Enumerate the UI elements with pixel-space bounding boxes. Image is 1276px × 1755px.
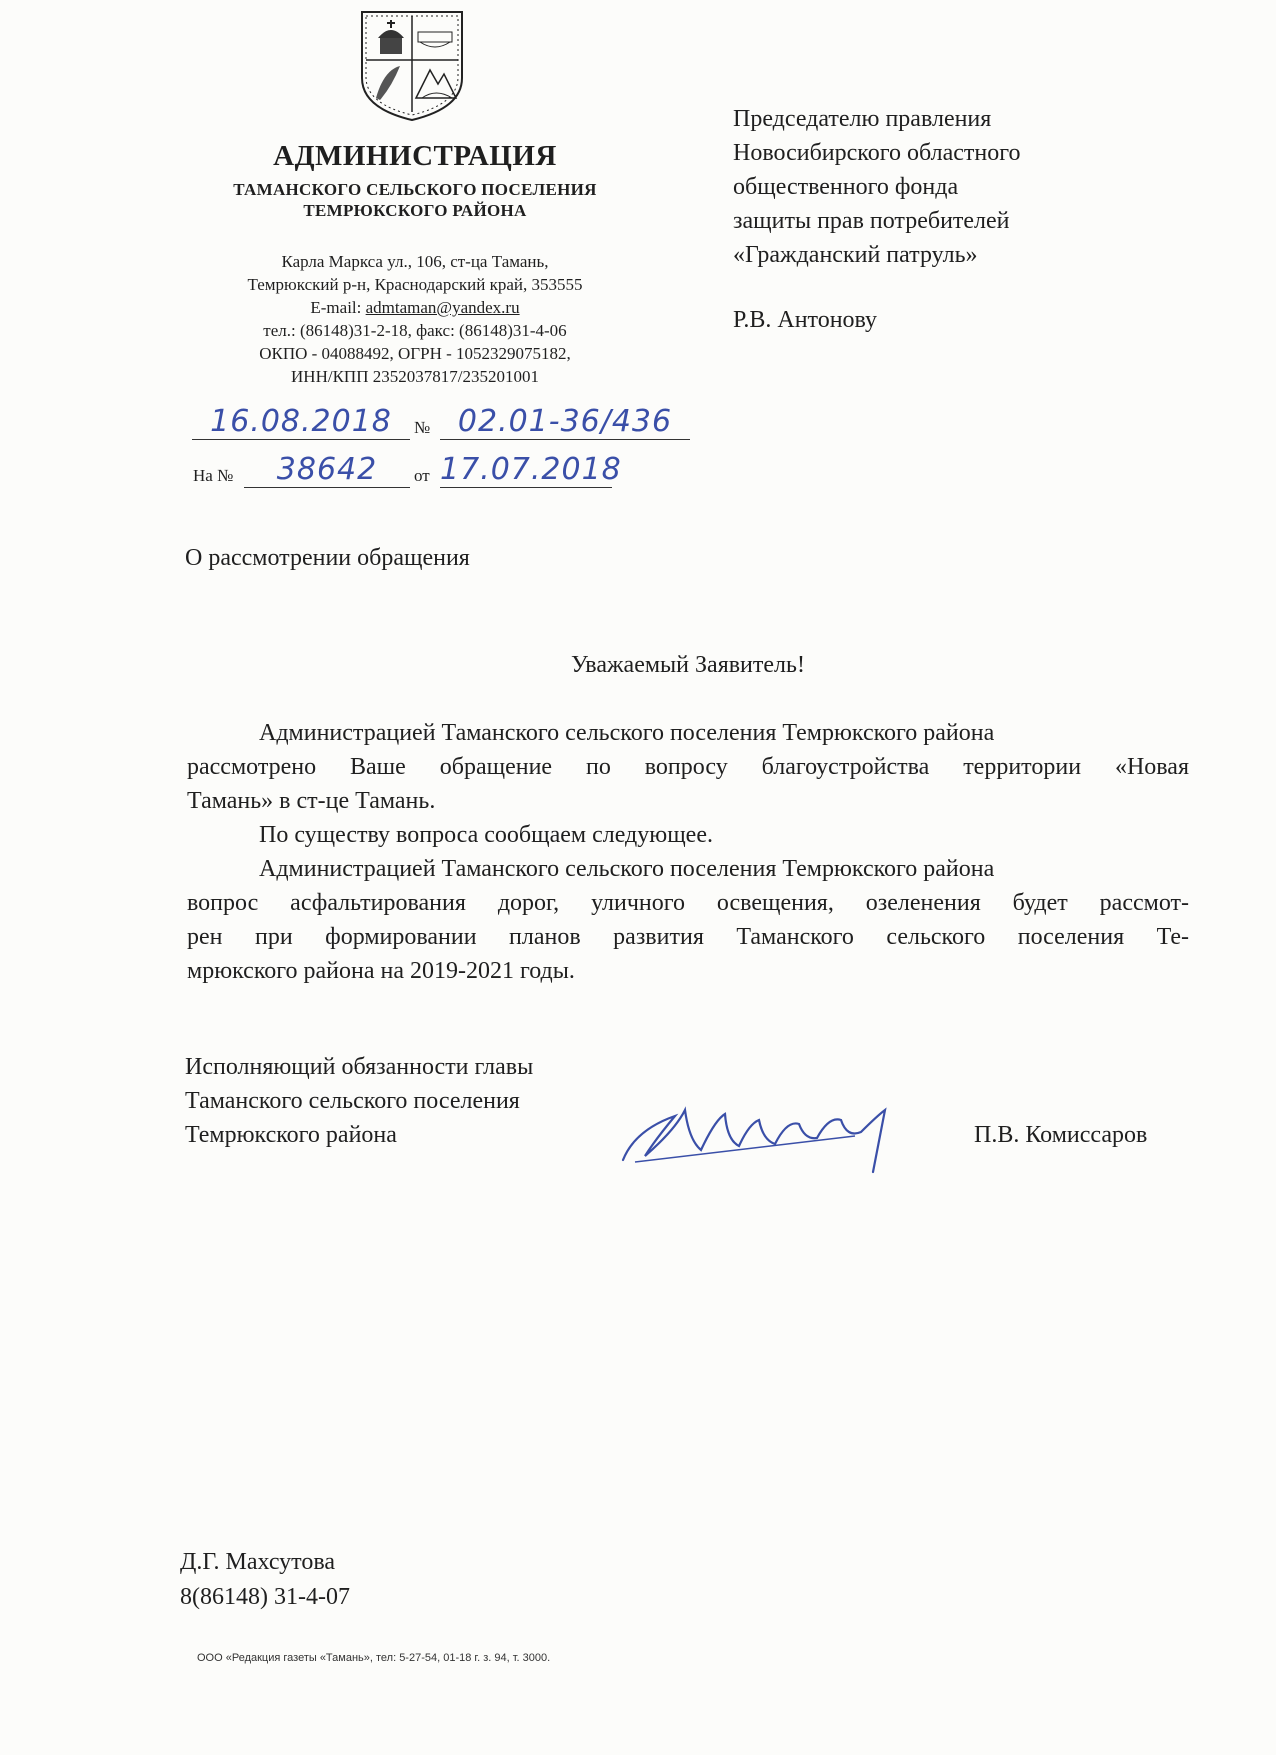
- addressee-line: защиты прав потребителей: [733, 208, 1010, 234]
- org-address: Карла Маркса ул., 106, ст-ца Тамань,: [281, 252, 549, 271]
- registration-number: 02.01-36/436: [440, 404, 690, 440]
- org-inn: ИНН/КПП 2352037817/235201001: [291, 367, 539, 386]
- reference-number: 38642: [244, 452, 410, 488]
- letter-greeting: Уважаемый Заявитель!: [571, 652, 805, 678]
- letter-subject: О рассмотрении обращения: [185, 545, 470, 571]
- registration-date: 16.08.2018: [192, 404, 410, 440]
- paragraph-line: Администрацией Таманского сельского поселения Темрюкского района: [259, 720, 995, 746]
- paragraph-line: Администрацией Таманского сельского поселения Темрюкского района: [259, 856, 995, 882]
- executor-phone: 8(86148) 31-4-07: [180, 1584, 350, 1610]
- addressee-line: Новосибирского областного: [733, 140, 1021, 166]
- registration-number-label: №: [414, 418, 431, 437]
- org-okpo: ОКПО - 04088492, ОГРН - 1052329075182,: [259, 344, 571, 363]
- coat-of-arms-icon: [356, 8, 468, 124]
- letter-paragraph: [187, 716, 1189, 818]
- paragraph-line: Тамань» в ст-це Тамань.: [187, 788, 436, 814]
- position-line: Таманского сельского поселения: [185, 1088, 520, 1114]
- addressee-line: общественного фонда: [733, 174, 959, 200]
- signatory-name: П.В. Комиссаров: [974, 1122, 1148, 1148]
- paragraph-line: мрюкского района на 2019-2021 годы.: [187, 958, 575, 984]
- position-line: Темрюкского района: [185, 1122, 397, 1148]
- paragraph-line: рассмотрено Ваше обращение по вопросу благоустройства территории «Новая: [187, 754, 1189, 780]
- org-phone: тел.: (86148)31-2-18, факс: (86148)31-4-06: [263, 321, 567, 340]
- reference-label: На №: [193, 466, 234, 485]
- email-link[interactable]: admtaman@yandex.ru: [365, 298, 520, 317]
- org-email-line: [165, 298, 665, 318]
- paragraph-line: рен при формировании планов развития Таманского сельского поселения Те-: [187, 924, 1189, 950]
- print-footer: ООО «Редакция газеты «Тамань», тел: 5-27-54, 01-18 г. з. 94, т. 3000.: [197, 1652, 551, 1664]
- reference-date: 17.07.2018: [440, 452, 622, 487]
- org-title: АДМИНИСТРАЦИЯ: [273, 140, 557, 172]
- email-label: E-mail:: [310, 298, 362, 317]
- org-address: Темрюкский р-н, Краснодарский край, 353555: [247, 275, 583, 294]
- letter-paragraph: [187, 852, 1189, 988]
- org-subtitle: ТЕМРЮКСКОГО РАЙОНА: [303, 201, 527, 220]
- position-line: Исполняющий обязанности главы: [185, 1054, 534, 1080]
- org-subtitle: ТАМАНСКОГО СЕЛЬСКОГО ПОСЕЛЕНИЯ: [233, 180, 597, 199]
- handwritten-signature: [615, 1080, 915, 1180]
- paragraph-line: вопрос асфальтирования дорог, уличного освещения, озеленения будет рассмот-: [187, 890, 1189, 916]
- addressee-name: Р.В. Антонову: [733, 307, 878, 333]
- addressee-line: Председателю правления: [733, 106, 992, 132]
- reference-from-label: от: [414, 466, 430, 485]
- executor-name: Д.Г. Махсутова: [180, 1549, 336, 1575]
- letter-paragraph: По существу вопроса сообщаем следующее.: [259, 822, 713, 848]
- addressee-line: «Гражданский патруль»: [733, 242, 978, 268]
- addressee-block: [733, 102, 1020, 272]
- signatory-position: [185, 1050, 533, 1152]
